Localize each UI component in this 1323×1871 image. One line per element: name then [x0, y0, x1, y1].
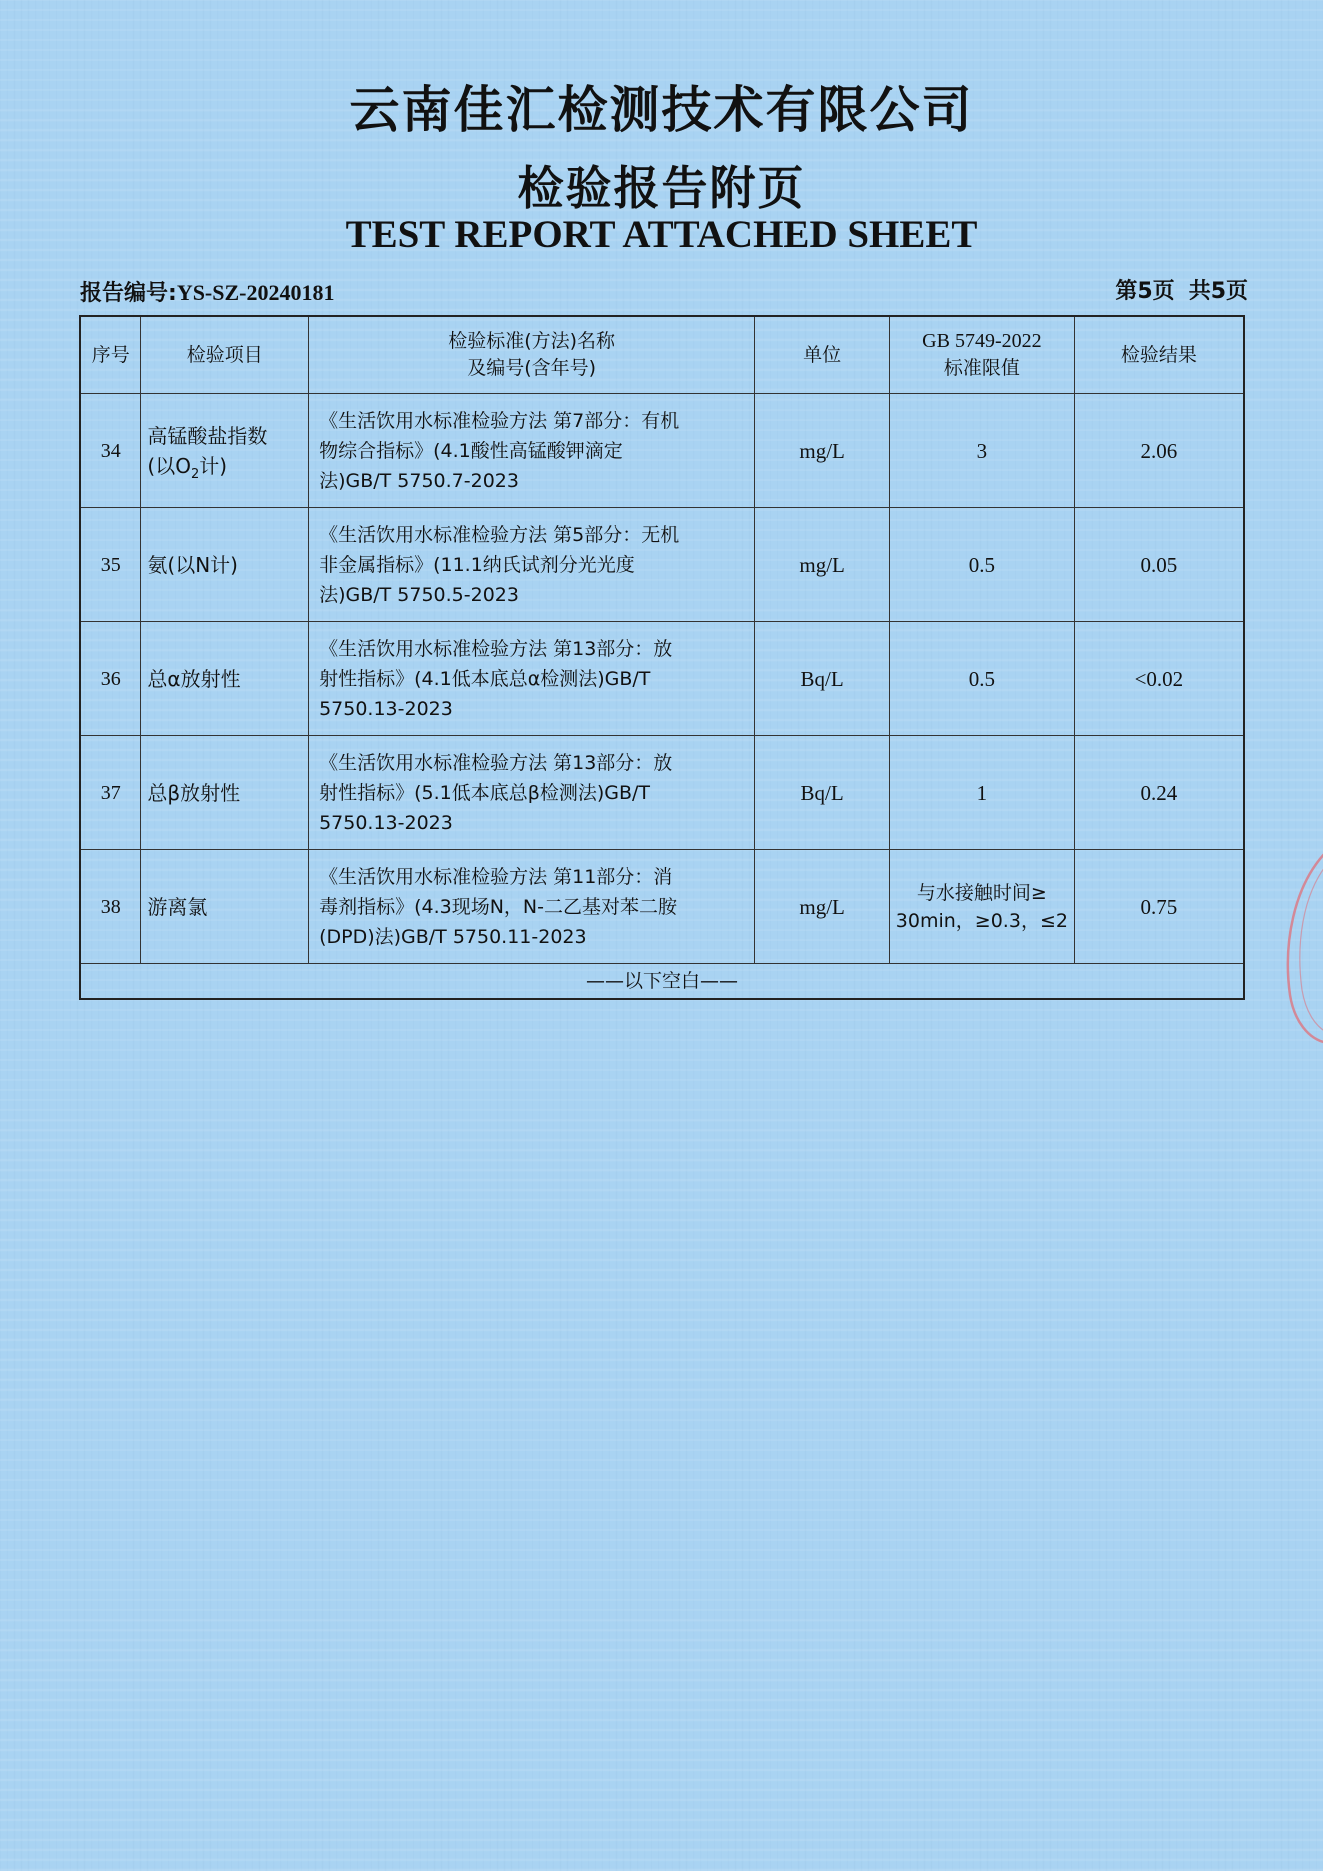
company-name: 云南佳汇检测技术有限公司	[349, 81, 974, 139]
row-method	[309, 622, 755, 736]
row-no: 38	[80, 850, 141, 964]
col-limit-line2: 标准限值	[943, 357, 1020, 379]
col-result: 检验结果	[1074, 316, 1244, 394]
row-limit: 0.5	[890, 508, 1075, 622]
row-limit-line1: 与水接触时间≥	[916, 881, 1047, 904]
row-limit: 1	[890, 736, 1075, 850]
footer-blank-note: ——以下空白——	[80, 964, 1244, 1000]
col-unit: 单位	[755, 316, 890, 394]
row-item-post: 计)	[199, 453, 228, 478]
row-method-line1: 《生活饮用水标准检验方法 第5部分：无机	[319, 523, 680, 546]
row-no: 36	[80, 622, 141, 736]
row-result: 2.06	[1074, 394, 1244, 508]
row-unit: mg/L	[755, 508, 890, 622]
row-item: 总β放射性	[141, 736, 309, 850]
table-row	[80, 736, 1244, 850]
row-method-line1: 《生活饮用水标准检验方法 第13部分：放	[319, 751, 673, 774]
row-result: 0.24	[1074, 736, 1244, 850]
row-result: 0.05	[1074, 508, 1244, 622]
table-row	[80, 622, 1244, 736]
partial-seal-stamp	[1278, 845, 1323, 1045]
row-method-line2: 非金属指标》(11.1纳氏试剂分光光度	[319, 553, 635, 576]
row-item: 总α放射性	[141, 622, 309, 736]
row-method	[309, 508, 755, 622]
row-item-pre: (以O	[147, 453, 191, 478]
col-method	[309, 316, 755, 394]
blank-row	[80, 964, 1244, 1000]
report-title-en: TEST REPORT ATTACHED SHEET	[345, 213, 978, 256]
row-unit: mg/L	[755, 394, 890, 508]
row-no: 34	[80, 394, 141, 508]
row-method-line3: (DPD)法)GB/T 5750.11-2023	[319, 925, 587, 948]
row-method	[309, 850, 755, 964]
page-info	[1115, 274, 1248, 305]
report-number-value: YS-SZ-20240181	[176, 280, 335, 305]
row-method-line1: 《生活饮用水标准检验方法 第7部分：有机	[319, 409, 680, 432]
row-limit-line2: 30min，≥0.3，≤2	[895, 909, 1068, 932]
row-limit	[890, 850, 1075, 964]
col-item: 检验项目	[141, 316, 309, 394]
row-limit: 3	[890, 394, 1075, 508]
row-no: 37	[80, 736, 141, 850]
row-method-line3: 法)GB/T 5750.5-2023	[319, 583, 519, 606]
report-number	[80, 276, 335, 307]
row-method-line2: 物综合指标》(4.1酸性高锰酸钾滴定	[319, 439, 623, 462]
report-number-label: 报告编号:	[80, 281, 177, 306]
row-method-line3: 5750.13-2023	[319, 811, 453, 834]
table-header-row	[80, 316, 1244, 394]
row-item-line1: 高锰酸盐指数	[147, 423, 268, 448]
row-no: 35	[80, 508, 141, 622]
row-method-line3: 法)GB/T 5750.7-2023	[319, 469, 519, 492]
col-seq: 序号	[80, 316, 141, 394]
table-row	[80, 508, 1244, 622]
table-row	[80, 850, 1244, 964]
row-item: 游离氯	[141, 850, 309, 964]
row-method-line1: 《生活饮用水标准检验方法 第13部分：放	[319, 637, 673, 660]
row-item: 氨(以N计)	[141, 508, 309, 622]
row-method-line3: 5750.13-2023	[319, 697, 453, 720]
report-title: 检验报告附页	[517, 161, 806, 215]
row-result: 0.75	[1074, 850, 1244, 964]
row-method	[309, 394, 755, 508]
row-method-line1: 《生活饮用水标准检验方法 第11部分：消	[319, 865, 673, 888]
page-total: 共5页	[1188, 279, 1248, 304]
row-item	[141, 394, 309, 508]
row-method	[309, 736, 755, 850]
row-method-line2: 射性指标》(4.1低本底总α检测法)GB/T	[319, 667, 651, 690]
col-limit-line1: GB 5749-2022	[922, 330, 1042, 352]
row-limit: 0.5	[890, 622, 1075, 736]
page-current: 第5页	[1115, 279, 1175, 304]
row-method-line2: 毒剂指标》(4.3现场N，N-二乙基对苯二胺	[319, 895, 677, 918]
row-method-line2: 射性指标》(5.1低本底总β检测法)GB/T	[319, 781, 650, 804]
table-row	[80, 394, 1244, 508]
row-result: <0.02	[1074, 622, 1244, 736]
col-limit	[890, 316, 1075, 394]
row-unit: Bq/L	[755, 622, 890, 736]
col-method-line2: 及编号(含年号)	[467, 357, 597, 379]
row-unit: Bq/L	[755, 736, 890, 850]
results-table	[79, 315, 1245, 1000]
row-item-sub: 2	[190, 466, 200, 482]
row-item-line2	[147, 451, 308, 481]
col-method-line1: 检验标准(方法)名称	[448, 330, 616, 352]
row-unit: mg/L	[755, 850, 890, 964]
